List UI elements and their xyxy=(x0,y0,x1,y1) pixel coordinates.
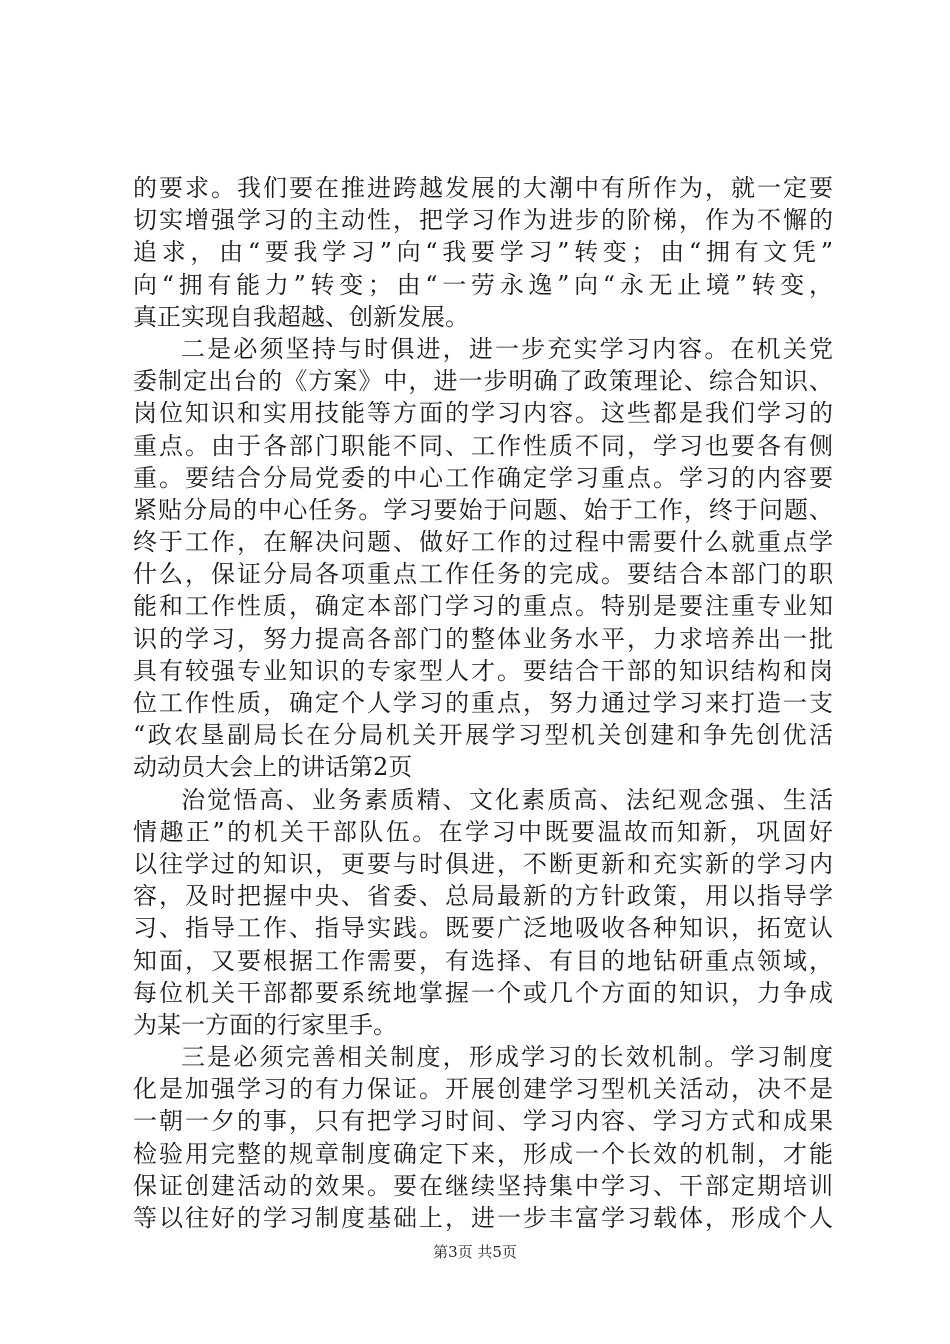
paragraph-2 xyxy=(133,333,833,784)
paragraph-3 xyxy=(133,784,833,1042)
text-line: 三是必须完善相关制度，形成学习的长效机制。学习制度 xyxy=(181,1043,833,1072)
paragraph-4 xyxy=(133,1041,833,1234)
text-line: 动动员大会上的讲话第2页 xyxy=(133,753,413,782)
document-body xyxy=(133,172,833,1234)
text-line: 能和工作性质，确定本部门学习的重点。特别是要注重专业知 xyxy=(133,592,833,621)
text-line: 真正实现自我超越、创新发展。 xyxy=(133,302,469,331)
text-line: 识的学习，努力提高各部门的整体业务水平，力求培养出一批 xyxy=(133,624,833,653)
text-line: 容，及时把握中央、省委、总局最新的方针政策，用以指导学 xyxy=(133,882,833,911)
text-line: 以往学过的知识，更要与时俱进，不断更新和充实新的学习内 xyxy=(133,849,833,878)
text-line: 为某一方面的行家里手。 xyxy=(133,1010,397,1039)
text-line: 习、指导工作、指导实践。既要广泛地吸收各种知识，拓宽认 xyxy=(133,914,833,943)
text-line: 检验用完整的规章制度确定下来，形成一个长效的机制，才能 xyxy=(133,1139,833,1168)
text-line: 岗位知识和实用技能等方面的学习内容。这些都是我们学习的 xyxy=(133,399,833,428)
text-line: 终于工作，在解决问题、做好工作的过程中需要什么就重点学 xyxy=(133,528,833,557)
text-line: “政农垦副局长在分局机关开展学习型机关创建和争先创优活 xyxy=(133,721,833,750)
text-line: 一朝一夕的事，只有把学习时间、学习内容、学习方式和成果 xyxy=(133,1107,833,1136)
text-line: 治觉悟高、业务素质精、文化素质高、法纪观念强、生活 xyxy=(181,785,833,814)
page-number-footer: 第3页 共5页 xyxy=(433,1243,517,1261)
text-line: 知面，又要根据工作需要，有选择、有目的地钻研重点领域， xyxy=(133,946,833,975)
text-line: 什么，保证分局各项重点工作任务的完成。要结合本部门的职 xyxy=(133,560,833,589)
paragraph-1 xyxy=(133,172,833,333)
text-line: 紧贴分局的中心任务。学习要始于问题、始于工作，终于问题、 xyxy=(133,495,833,524)
text-line: 的要求。我们要在推进跨越发展的大潮中有所作为，就一定要 xyxy=(133,174,833,202)
text-line: 向“拥有能力”转变；由“一劳永逸”向“永无止境”转变， xyxy=(133,270,833,299)
text-line: 重。要结合分局党委的中心工作确定学习重点。学习的内容要 xyxy=(133,463,833,492)
text-line: 追求，由“要我学习”向“我要学习”转变；由“拥有文凭” xyxy=(133,238,833,267)
text-line: 切实增强学习的主动性，把学习作为进步的阶梯，作为不懈的 xyxy=(133,206,833,235)
text-line: 位工作性质，确定个人学习的重点，努力通过学习来打造一支 xyxy=(133,689,833,717)
text-line: 重点。由于各部门职能不同、工作性质不同，学习也要各有侧 xyxy=(133,431,833,460)
text-line: 保证创建活动的效果。要在继续坚持集中学习、干部定期培训 xyxy=(133,1171,833,1200)
text-line: 委制定出台的《方案》中，进一步明确了政策理论、综合知识、 xyxy=(133,367,833,396)
text-line: 具有较强专业知识的专家型人才。要结合干部的知识结构和岗 xyxy=(133,656,833,685)
text-line: 等以往好的学习制度基础上，进一步丰富学习载体，形成个人 xyxy=(133,1204,833,1232)
text-line: 化是加强学习的有力保证。开展创建学习型机关活动，决不是 xyxy=(133,1075,833,1104)
text-line: 每位机关干部都要系统地掌握一个或几个方面的知识，力争成 xyxy=(133,978,833,1007)
text-line: 二是必须坚持与时俱进，进一步充实学习内容。在机关党 xyxy=(181,334,833,363)
text-line: 情趣正”的机关干部队伍。在学习中既要温故而知新，巩固好 xyxy=(133,817,833,846)
